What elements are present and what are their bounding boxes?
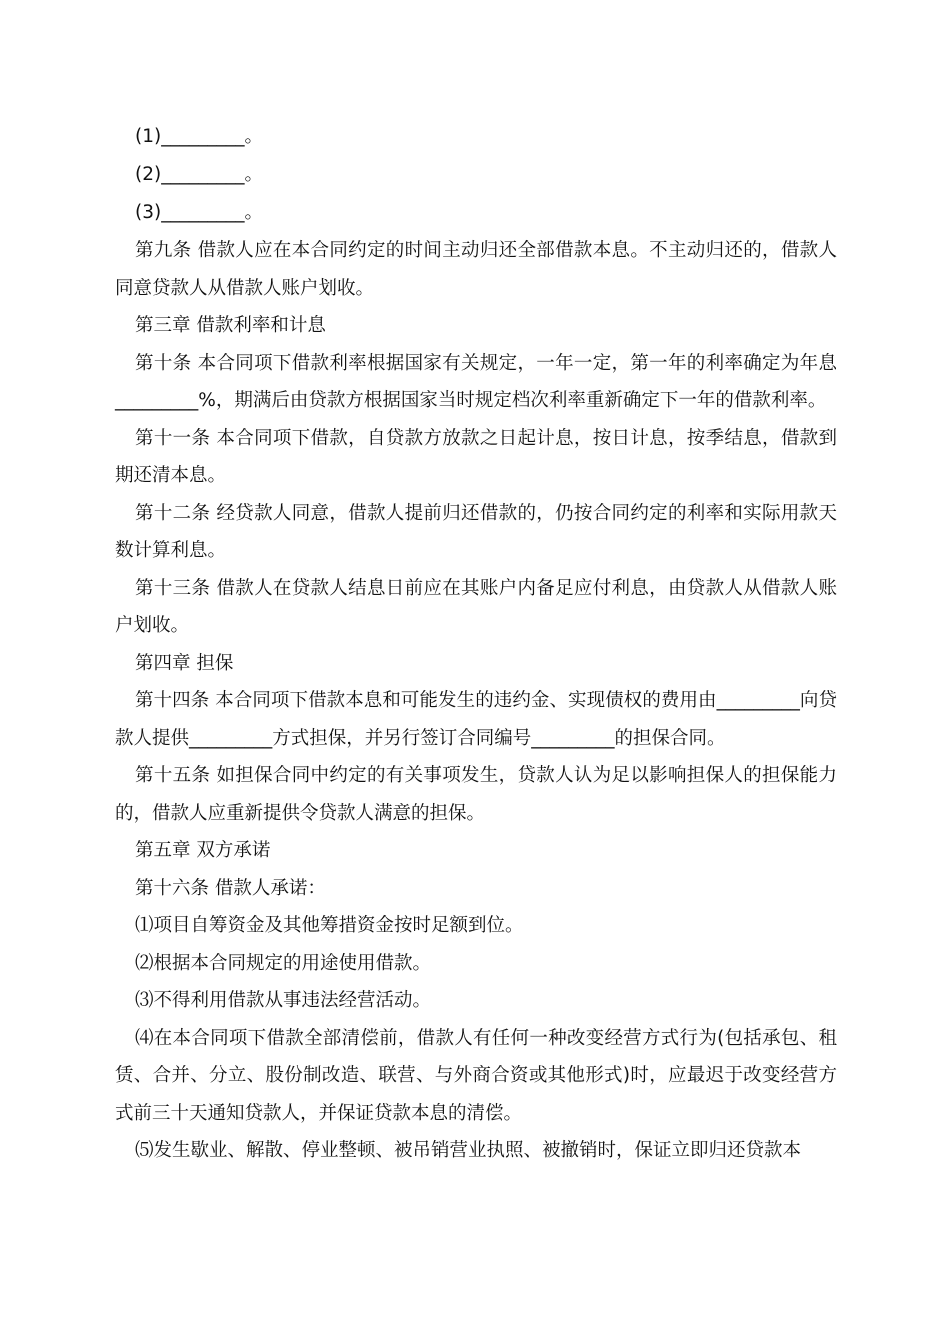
- commitment-item-2: ⑵根据本合同规定的用途使用借款。: [135, 952, 432, 974]
- chapter-3-heading: 第三章 借款利率和计息: [135, 315, 326, 336]
- article-11: 第十一条 本合同项下借款，自贷款方放款之日起计息，按日计息，按季结息，借款到期还清本息。: [115, 427, 837, 486]
- blank-item-1: (1)_________。: [135, 126, 263, 147]
- article-16: 第十六条 借款人承诺：: [135, 877, 326, 899]
- blank-item-3: (3)_________。: [135, 202, 263, 223]
- commitment-item-1: ⑴项目自筹资金及其他筹措资金按时足额到位。: [135, 915, 524, 936]
- chapter-5-heading: 第五章 双方承诺: [135, 840, 271, 861]
- article-12: 第十二条 经贷款人同意，借款人提前归还借款的，仍按合同约定的利率和实际用款天数计算利息。: [115, 502, 837, 561]
- article-15: 第十五条 如担保合同中约定的有关事项发生，贷款人认为足以影响担保人的担保能力的，借款人应重新提供令贷款人满意的担保。: [115, 765, 837, 824]
- article-10: 第十条 本合同项下借款利率根据国家有关规定，一年一定，第一年的利率确定为年息_________%，期满后由贷款方根据国家当时规定档次利率重新确定下一年的借款利率。: [115, 352, 837, 411]
- commitment-item-5: ⑸发生歇业、解散、停业整顿、被吊销营业执照、被撤销时，保证立即归还贷款本: [135, 1140, 802, 1161]
- chapter-4-heading: 第四章 担保: [135, 652, 234, 674]
- article-13: 第十三条 借款人在贷款人结息日前应在其账户内备足应付利息，由贷款人从借款人账户划收。: [115, 577, 837, 636]
- commitment-item-3: ⑶不得利用借款从事违法经营活动。: [135, 990, 432, 1011]
- blank-item-2: (2)_________。: [135, 164, 263, 185]
- commitment-item-4: ⑷在本合同项下借款全部清偿前，借款人有任何一种改变经营方式行为(包括承包、租赁、合并、分立、股份制改造、联营、与外商合资或其他形式)时，应最迟于改变经营方式前三十天通知贷款人，并保证贷款本息的清偿。: [115, 1027, 837, 1124]
- article-9: 第九条 借款人应在本合同约定的时间主动归还全部借款本息。不主动归还的，借款人同意贷款人从借款人账户划收。: [115, 240, 837, 299]
- article-14: 第十四条 本合同项下借款本息和可能发生的违约金、实现债权的费用由_________向贷款人提供_________方式担保，并另行签订合同编号_________的担保合同。: [115, 690, 837, 749]
- document-body: [115, 118, 837, 1170]
